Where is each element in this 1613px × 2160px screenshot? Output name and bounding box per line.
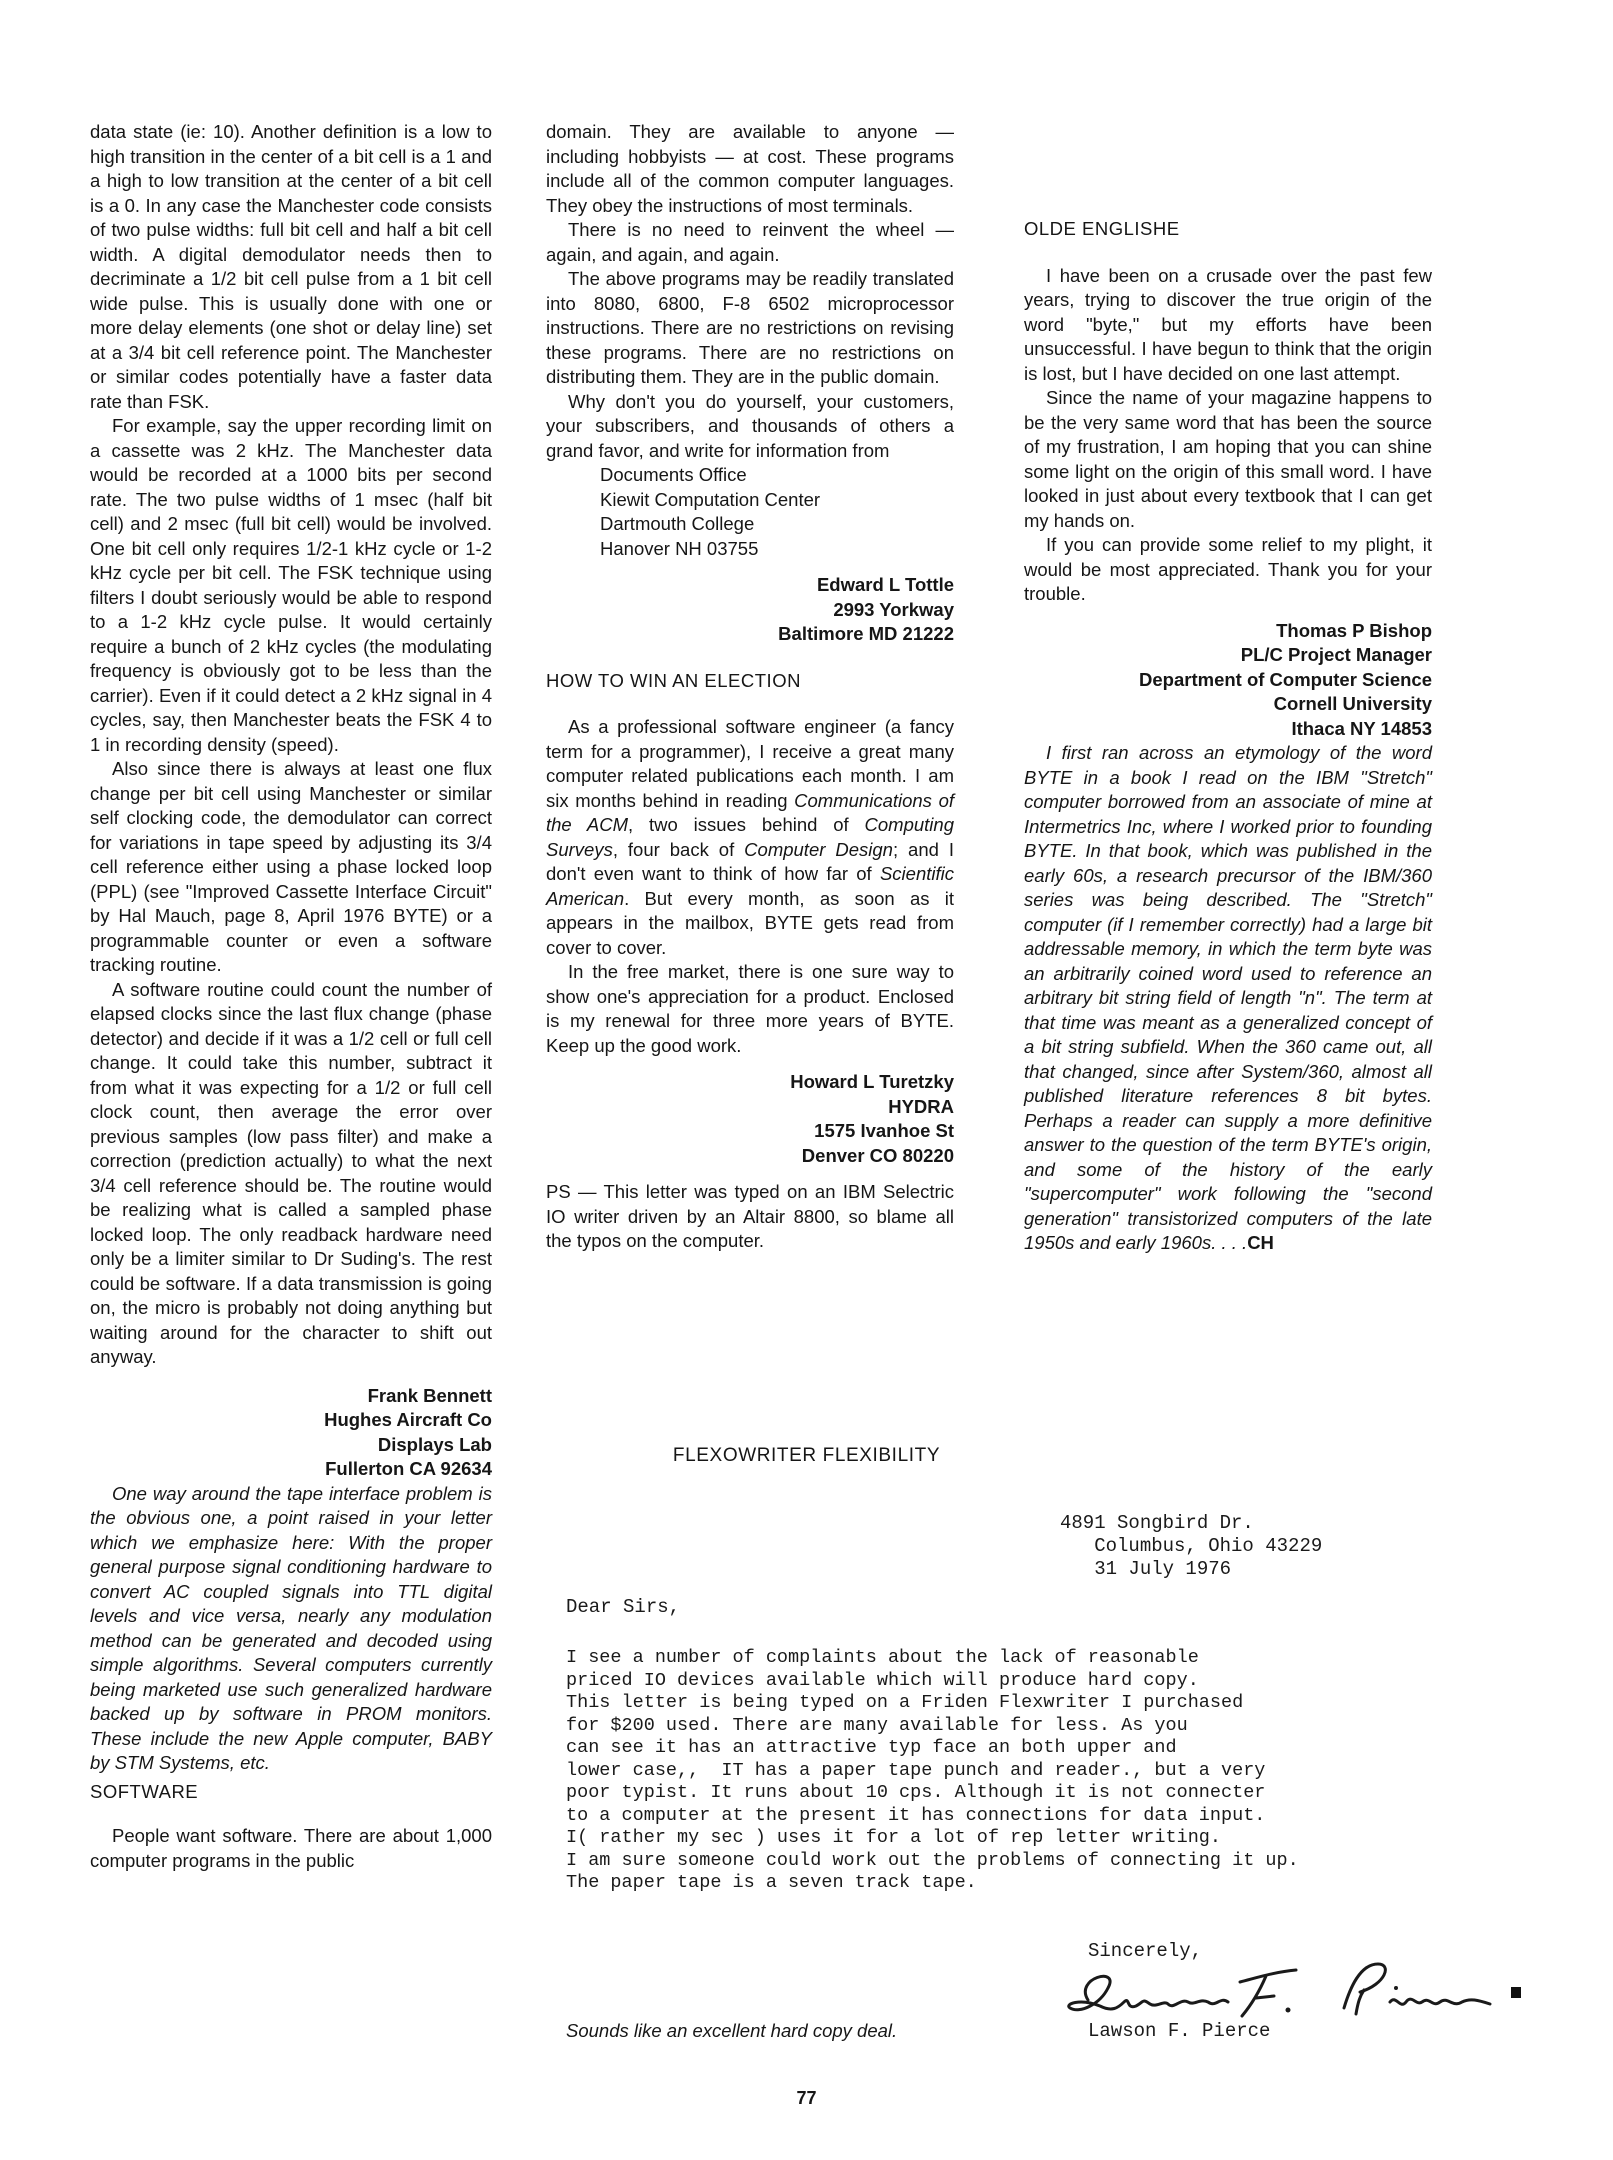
editor-reply: One way around the tape interface problem is the obvious one, a point raised in your letter which we emphasize here: With the proper general purpose signal conditioning hardware to convert AC coupled signals into TTL digital levels and vice versa, nearly any modulation method can be generated and decoded using simple algorithms. Several computers currently being marketed use such generalized hardware backed up by software in PROM monitors. These include the new Apple computer, BABY by STM Systems, etc. <box>90 1482 492 1773</box>
paragraph: Why don't you do yourself, your customers, your subscribers, and thousands of others a grand favor, and write for information from <box>546 390 954 461</box>
paragraph: Also since there is always at least one flux change per bit cell using Manchester or similar self clocking code, the demodulator can correct for variations in tape speed by adjusting its 3/4 cell reference either using a phase locked loop (PPL) (see "Improved Cassette Interface Circuit" by Hal Mauch, page 8, April 1976 BYTE) or a programmable counter or even a software tracking routine. <box>90 758 492 975</box>
end-of-article-mark <box>1511 1987 1521 1998</box>
paragraph: In the free market, there is one sure way to show one's appreciation for a product. Enclosed is my renewal for three more years of BYTE. Keep up the good work. <box>546 961 954 1056</box>
letter-signature <box>546 1070 954 1168</box>
signature-line: Cornell University <box>1273 693 1432 714</box>
typed-signature-name: Lawson F. Pierce <box>1088 2020 1271 2042</box>
paragraph: I have been on a crusade over the past few years, trying to discover the true origin of the word "byte," but my efforts have been unsuccessful. I have begun to think that the origin is lost, but I have decided on one last attempt. <box>1024 264 1432 384</box>
section-heading: FLEXOWRITER FLEXIBILITY <box>672 1445 941 1466</box>
typed-line: I see a number of complaints about the lack of reasonable <box>566 1647 1199 1668</box>
salutation: Dear Sirs, <box>566 1596 681 1618</box>
publication-title: Computer Design <box>744 838 893 860</box>
signature-line: Thomas P Bishop <box>1276 619 1432 641</box>
typed-line: for $200 used. There are many available for less. As you <box>566 1714 1188 1736</box>
publication-title: Computing Surveys <box>546 814 954 860</box>
editor-reply: I first ran across an etymology of the word BYTE in a book I read on the IBM "Stretch" computer borrowed from an associate of mine at Intermetrics Inc, where I worked prior to founding BYTE. In that book, which was published in the early 60s, a research precursor of the IBM/360 series was being described. The "Stretch" computer (if I remember correctly) had a large bit addressable memory, in which the term byte was an arbitrarily coined word used to reference an arbitrary bit string field of length "n". The term at that time was meant as a generalized concept of a bit string subfield. When the 360 came out, all that changed, since after System/360, almost all published literature references 8 bit bytes. Perhaps a reader can supply a more definitive answer to the question of the term BYTE's origin, and some of the history of the early "supercomputer" work following the "second generation" transistorized computers of the late 1950s and early 1960s. . . .CH <box>1024 742 1432 1253</box>
address-line: Dartmouth College <box>600 513 755 534</box>
editor-caption: Sounds like an excellent hard copy deal. <box>566 2020 898 2041</box>
address-line: Columbus, Ohio 43229 <box>1060 1535 1323 1557</box>
column-3 <box>1024 120 1432 1256</box>
section-heading: OLDE ENGLISHE <box>1024 218 1180 239</box>
paragraph: For example, say the upper recording limit on a cassette was 2 kHz. The Manchester data would be recorded at a 1000 bits per second rate. The two pulse widths of 1 msec (half bit cell) and 2 msec (full bit cell) would be involved. One bit cell only requires 1/2-1 kHz cycle or 1-2 kHz cycle per bit cell. The FSK technique using filters I doubt seriously would be able to respond to a 1-2 kHz cycle pulse. It would certainly require a bunch of 2 kHz cycles (the modulating frequency is obviously got to be less than the carrier). Even if it could detect a 2 kHz signal in 4 cycles, say, then Manchester beats the FSK 4 to 1 in recording density (speed). <box>90 415 492 755</box>
signature-line: HYDRA <box>888 1095 954 1117</box>
letter-signature <box>546 573 954 647</box>
signature-line: Howard L Turetzky <box>790 1071 954 1092</box>
address-line: Documents Office <box>600 464 747 485</box>
publication-title: Scientific American <box>546 863 954 909</box>
page-number: 77 <box>796 2088 817 2108</box>
typed-line: I( rather my sec ) uses it for a lot of rep letter writing. <box>566 1827 1222 1848</box>
publication-title: Communications of the ACM <box>546 789 954 835</box>
typed-line: The paper tape is a seven track tape. <box>566 1872 977 1893</box>
paragraph: Since the name of your magazine happens to be the very same word that has been the source of my frustration, I am hoping that you can shine some light on the origin of this small word. I have looked in just about every textbook that I can get my hands on. <box>1024 387 1432 531</box>
signature-line: Department of Computer Science <box>1139 668 1432 690</box>
typed-address <box>1060 1512 1322 1581</box>
letter-signature <box>1024 619 1432 742</box>
signature-line: Denver CO 80220 <box>801 1144 954 1166</box>
section-heading: SOFTWARE <box>90 1780 199 1802</box>
typed-line: I am sure someone could work out the problems of connecting it up. <box>566 1849 1299 1871</box>
column-2 <box>546 120 954 1254</box>
handwritten-signature <box>1060 1958 1520 2028</box>
typed-line: can see it has an attractive typ face an both upper and <box>566 1737 1177 1758</box>
address-line: Kiewit Computation Center <box>600 488 821 510</box>
address-line: 31 July 1976 <box>1060 1558 1232 1580</box>
signature-line: Hughes Aircraft Co <box>324 1409 492 1430</box>
closing: Sincerely, <box>1088 1940 1203 1962</box>
signature-line: PL/C Project Manager <box>1240 644 1432 665</box>
signature-line: 2993 Yorkway <box>833 598 954 620</box>
mailing-address <box>600 463 954 561</box>
signature-line: Ithaca NY 14853 <box>1291 717 1432 739</box>
postscript: PS — This letter was typed on an IBM Selectric IO writer driven by an Altair 8800, so blame all the typos on the computer. <box>546 1181 954 1251</box>
address-line: Hanover NH 03755 <box>600 537 759 559</box>
typed-line: lower case,, IT has a paper tape punch and reader., but a very <box>566 1759 1266 1781</box>
paragraph: domain. They are available to anyone — including hobbyists — at cost. These programs include all of the common computer languages. They obey the instructions of most terminals. <box>546 121 954 216</box>
signature-line: Displays Lab <box>377 1433 492 1455</box>
signature-line: 1575 Ivanhoe St <box>814 1120 954 1141</box>
paragraph: A software routine could count the number of elapsed clocks since the last flux change (phase detector) and decide if it was a 1/2 cell or full cell change. It could take this number, subtract it from what it was expecting for a 1/2 or full cell clock count, then average the error over previous samples (low pass filter) and make a correction (prediction actually) to what the next 3/4 cell reference should be. The routine would be realizing what is called a sampled phase locked loop. The only readback hardware need only be a limiter similar to Dr Suding's. The rest could be software. If a data transmission is going on, the micro is probably not doing anything but waiting around for the character to shift out anyway. <box>90 978 492 1367</box>
signature-line: Frank Bennett <box>367 1384 492 1406</box>
typed-line: priced IO devices available which will produce hard copy. <box>566 1669 1199 1691</box>
signature-line: Edward L Tottle <box>816 574 954 595</box>
paragraph: As a professional software engineer (a fancy term for a programmer), I receive a great many computer related publications each month. I am six months behind in reading Communications of the ACM, two issues behind of Computing Surveys, four back of Computer Design; and I don't even want to think of how far of Scientific American. But every month, as soon as it appears in the mailbox, BYTE gets read from cover to cover. <box>546 716 954 958</box>
typed-line: to a computer at the present it has connections for data input. <box>566 1804 1266 1826</box>
typed-line: poor typist. It runs about 10 cps. Although it is not connecter <box>566 1782 1266 1803</box>
paragraph: If you can provide some relief to my plight, it would be most appreciated. Thank you for your trouble. <box>1024 534 1432 604</box>
typed-letter-body <box>566 1647 1299 1895</box>
editor-initials: CH <box>1247 1232 1274 1253</box>
paragraph: data state (ie: 10). Another definition is a low to high transition in the center of a bit cell is a 1 and a high to low transition at the center of a bit cell is a 0. In any case the Manchester code consists of two pulse widths: full bit cell and half a bit cell width. A digital demodulator needs then to decriminate a 1/2 bit cell pulse from a 1 bit cell wide pulse. This is usually done with one or more delay elements (one shot or delay line) set at a 3/4 bit cell reference point. The Manchester or similar codes potentially have a faster data rate than FSK. <box>90 121 492 412</box>
signature-line: Baltimore MD 21222 <box>778 623 954 644</box>
column-1 <box>90 120 492 1873</box>
signature-line: Fullerton CA 92634 <box>325 1458 492 1479</box>
address-line: 4891 Songbird Dr. <box>1060 1512 1254 1534</box>
section-heading: HOW TO WIN AN ELECTION <box>546 669 801 691</box>
paragraph: There is no need to reinvent the wheel — again, and again, and again. <box>546 219 954 265</box>
paragraph: The above programs may be readily translated into 8080, 6800, F-8 6502 microprocessor instructions. There are no restrictions on revising these programs. There are no restrictions on distributing them. They are in the public domain. <box>546 268 954 387</box>
typed-line: This letter is being typed on a Friden Flexwriter I purchased <box>566 1692 1244 1713</box>
paragraph: People want software. There are about 1,000 computer programs in the public <box>90 1825 492 1871</box>
